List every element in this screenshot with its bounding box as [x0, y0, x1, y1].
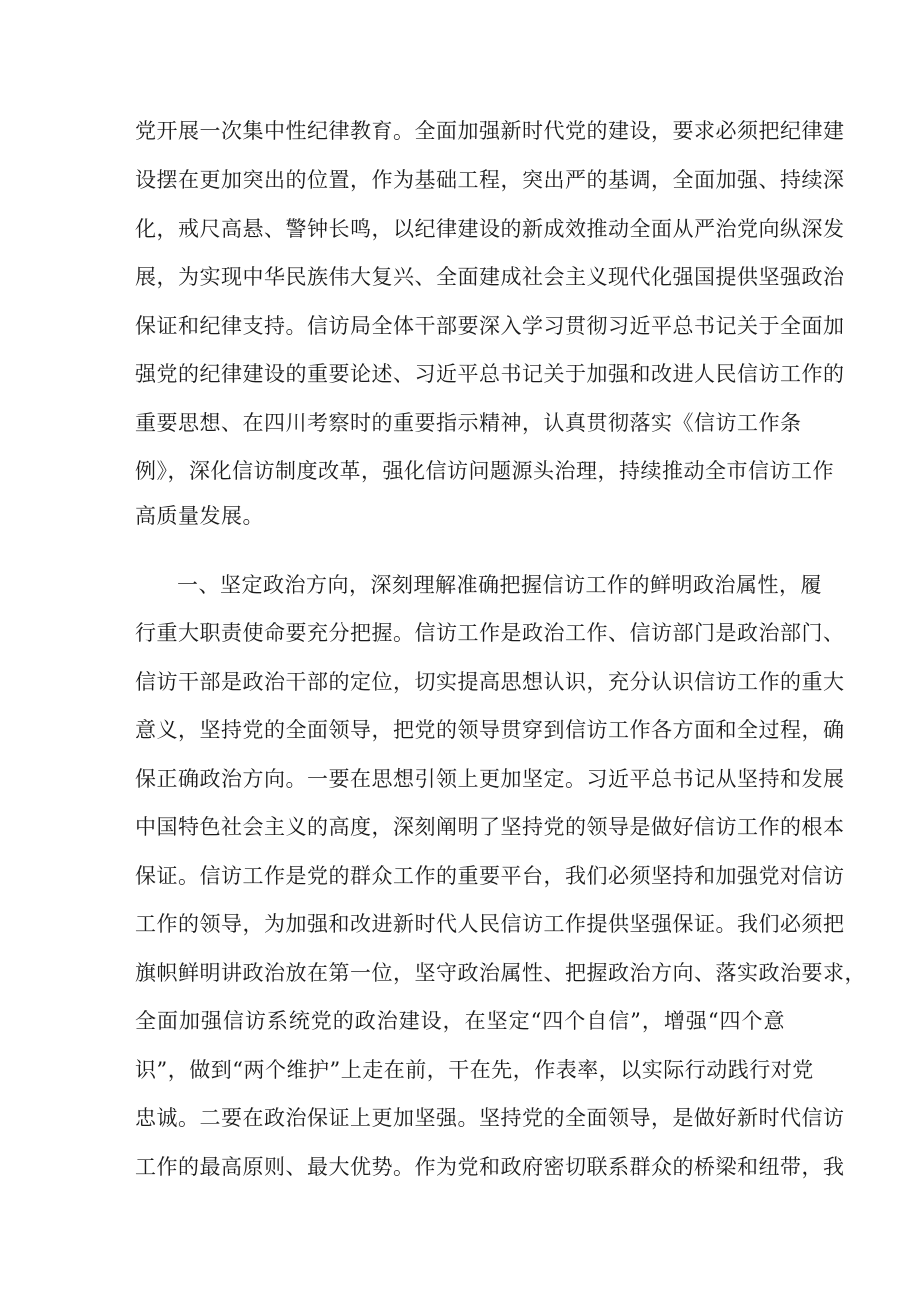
text-line: 保证。信访工作是党的群众工作的重要平台，我们必须坚持和加强党对信访	[135, 864, 845, 888]
text-line: 工作的最高原则、最大优势。作为党和政府密切联系群众的桥梁和纽带，我	[135, 1155, 845, 1179]
text-line: 意义，坚持党的全面领导，把党的领导贯穿到信访工作各方面和全过程，确	[135, 718, 845, 742]
text-line: 化，戒尺高悬、警钟长鸣，以纪律建设的新成效推动全面从严治党向纵深发	[135, 217, 845, 241]
text-line: 中国特色社会主义的高度，深刻阐明了坚持党的领导是做好信访工作的根本	[135, 815, 845, 839]
text-line: 信访干部是政治干部的定位，切实提高思想认识，充分认识信访工作的重大	[135, 670, 845, 694]
text-line: 展，为实现中华民族伟大复兴、全面建成社会主义现代化强国提供坚强政治	[135, 265, 845, 289]
text-line: 保证和纪律支持。信访局全体干部要深入学习贯彻习近平总书记关于全面加	[135, 314, 845, 338]
text-line: 高质量发展。	[135, 504, 264, 528]
text-line: 例》，深化信访制度改革，强化信访问题源头治理，持续推动全市信访工作	[135, 459, 834, 483]
text-line: 旗帜鲜明讲政治放在第一位，坚守政治属性、把握政治方向、落实政治要求，	[135, 961, 866, 985]
text-line: 党开展一次集中性纪律教育。全面加强新时代党的建设，要求必须把纪律建	[135, 119, 845, 143]
text-line: 设摆在更加突出的位置，作为基础工程，突出严的基调，全面加强、持续深	[135, 168, 845, 192]
text-line: 重要思想、在四川考察时的重要指示精神，认真贯彻落实《信访工作条	[135, 411, 802, 435]
text-line: 全面加强信访系统党的政治建设，在坚定“四个自信”，增强“四个意	[135, 1009, 785, 1033]
text-line: 识”，做到“两个维护”上走在前，干在先，作表率，以实际行动践行对党	[135, 1058, 814, 1082]
text-line: 工作的领导，为加强和改进新时代人民信访工作提供坚强保证。我们必须把	[135, 912, 845, 936]
text-line: 行重大职责使命要充分把握。信访工作是政治工作、信访部门是政治部门、	[135, 621, 845, 645]
text-line: 忠诚。二要在政治保证上更加坚强。坚持党的全面领导，是做好新时代信访	[135, 1106, 845, 1130]
text-line: 保正确政治方向。一要在思想引领上更加坚定。习近平总书记从坚持和发展	[135, 767, 845, 791]
paragraph-heading-line: 一、坚定政治方向，深刻理解准确把握信访工作的鲜明政治属性，履	[177, 573, 822, 597]
text-line: 强党的纪律建设的重要论述、习近平总书记关于加强和改进人民信访工作的	[135, 362, 845, 386]
